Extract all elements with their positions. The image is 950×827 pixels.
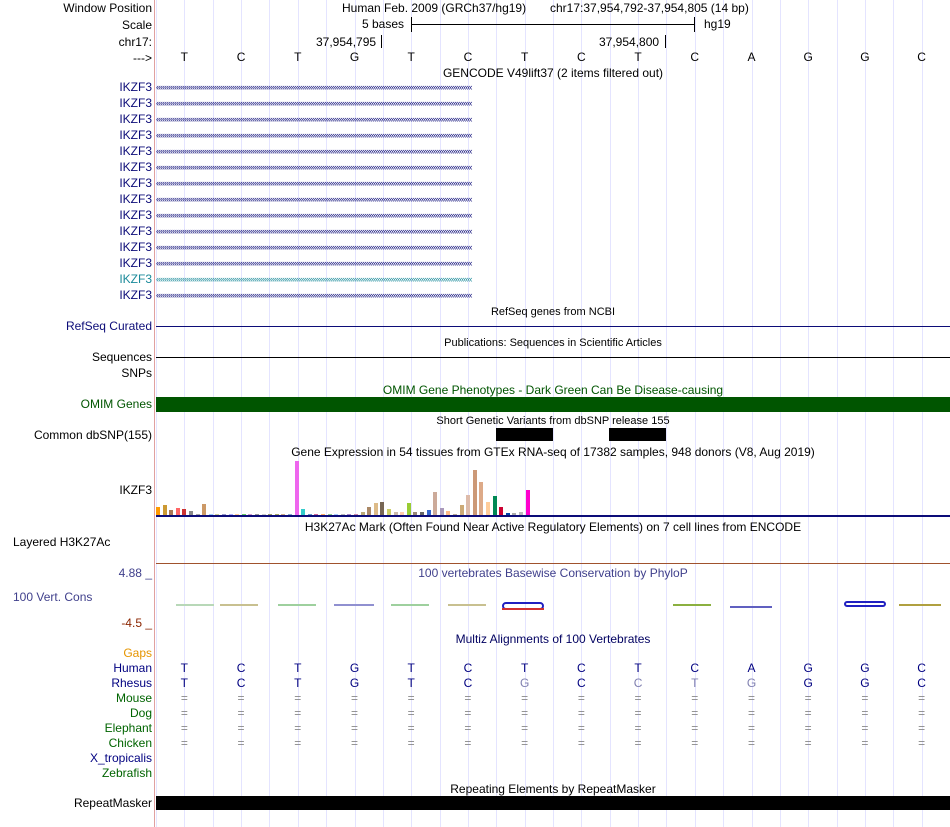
gene-arrows: ‹‹‹‹‹‹‹‹‹‹‹‹‹‹‹‹‹‹‹‹‹‹‹‹‹‹‹‹‹‹‹‹‹‹‹‹‹‹‹‹‹‹‹‹‹‹‹‹‹‹‹‹‹‹‹‹‹‹‹‹‹‹‹‹‹‹‹‹‹‹‹‹‹‹‹‹‹‹‹‹‹‹‹‹‹‹‹‹‹‹‹‹‹‹‹‹‹‹‹‹‹‹‹‹‹‹‹‹‹‹‹‹‹‹‹‹‹‹‹‹‹‹‹‹‹‹‹‹‹‹‹‹‹‹‹‹‹‹‹‹‹‹‹‹‹‹‹‹‹‹‹‹‹‹‹‹‹‹ xyxy=(156,242,472,252)
assembly-text: Human Feb. 2009 (GRCh37/hg19) xyxy=(342,1,527,15)
repeat-title: Repeating Elements by RepeatMasker xyxy=(450,782,656,796)
match-symbol: = xyxy=(180,706,188,720)
gtex-title: Gene Expression in 54 tissues from GTEx RNA-seq of 17382 samples, 948 donors (V8, Aug 2019) xyxy=(291,445,815,459)
phylop-min: -4.5 _ xyxy=(121,616,152,630)
gene-arrows: ‹‹‹‹‹‹‹‹‹‹‹‹‹‹‹‹‹‹‹‹‹‹‹‹‹‹‹‹‹‹‹‹‹‹‹‹‹‹‹‹‹‹‹‹‹‹‹‹‹‹‹‹‹‹‹‹‹‹‹‹‹‹‹‹‹‹‹‹‹‹‹‹‹‹‹‹‹‹‹‹‹‹‹‹‹‹‹‹‹‹‹‹‹‹‹‹‹‹‹‹‹‹‹‹‹‹‹‹‹‹‹‹‹‹‹‹‹‹‹‹‹‹‹‹‹‹‹‹‹‹‹‹‹‹‹‹‹‹‹‹‹‹‹‹‹‹‹‹‹‹‹‹‹‹‹‹‹‹ xyxy=(156,290,472,300)
gene-label[interactable]: IKZF3 xyxy=(119,96,152,110)
gtex-bar-chart[interactable] xyxy=(156,460,950,515)
match-symbol: = xyxy=(577,721,585,735)
match-symbol: = xyxy=(634,691,642,705)
match-symbol: = xyxy=(861,706,869,720)
base-letter: A xyxy=(747,50,756,64)
match-symbol: = xyxy=(521,706,529,720)
match-symbol: = xyxy=(691,691,699,705)
gtex-bar[interactable] xyxy=(176,508,180,515)
base-letter: C xyxy=(690,661,700,675)
phylop-mark xyxy=(391,604,429,606)
gtex-bar[interactable] xyxy=(479,482,483,515)
gene-arrow-line[interactable] xyxy=(156,178,950,189)
species-label[interactable]: Rhesus xyxy=(111,676,152,690)
match-symbol: = xyxy=(464,736,472,750)
gene-arrow-line[interactable] xyxy=(156,98,950,109)
species-label[interactable]: Dog xyxy=(129,706,152,720)
repeat-label[interactable]: RepeatMasker xyxy=(73,796,152,810)
base-letter: T xyxy=(407,50,415,64)
base-letter: C xyxy=(577,676,586,690)
gene-label[interactable]: IKZF3 xyxy=(119,128,152,142)
sequences-label[interactable]: Sequences xyxy=(91,350,152,364)
match-symbol: = xyxy=(634,721,642,735)
position-text[interactable]: chr17:37,954,792-37,954,805 (14 bp) xyxy=(550,1,749,15)
pubs-line xyxy=(156,357,950,358)
phylop-mark xyxy=(176,604,214,606)
gene-arrow-line[interactable] xyxy=(156,258,950,269)
base-letter: A xyxy=(747,661,756,675)
base-letter: G xyxy=(803,661,813,675)
gene-label[interactable]: IKZF3 xyxy=(119,80,152,94)
gene-arrows: ‹‹‹‹‹‹‹‹‹‹‹‹‹‹‹‹‹‹‹‹‹‹‹‹‹‹‹‹‹‹‹‹‹‹‹‹‹‹‹‹‹‹‹‹‹‹‹‹‹‹‹‹‹‹‹‹‹‹‹‹‹‹‹‹‹‹‹‹‹‹‹‹‹‹‹‹‹‹‹‹‹‹‹‹‹‹‹‹‹‹‹‹‹‹‹‹‹‹‹‹‹‹‹‹‹‹‹‹‹‹‹‹‹‹‹‹‹‹‹‹‹‹‹‹‹‹‹‹‹‹‹‹‹‹‹‹‹‹‹‹‹‹‹‹‹‹‹‹‹‹‹‹‹‹‹‹‹‹ xyxy=(156,98,472,108)
gtex-bar[interactable] xyxy=(433,492,437,515)
base-letter: C xyxy=(690,50,700,64)
gene-arrows: ‹‹‹‹‹‹‹‹‹‹‹‹‹‹‹‹‹‹‹‹‹‹‹‹‹‹‹‹‹‹‹‹‹‹‹‹‹‹‹‹‹‹‹‹‹‹‹‹‹‹‹‹‹‹‹‹‹‹‹‹‹‹‹‹‹‹‹‹‹‹‹‹‹‹‹‹‹‹‹‹‹‹‹‹‹‹‹‹‹‹‹‹‹‹‹‹‹‹‹‹‹‹‹‹‹‹‹‹‹‹‹‹‹‹‹‹‹‹‹‹‹‹‹‹‹‹‹‹‹‹‹‹‹‹‹‹‹‹‹‹‹‹‹‹‹‹‹‹‹‹‹‹‹‹‹‹‹‹ xyxy=(156,226,472,236)
window-position-label: Window Position xyxy=(63,1,152,15)
base-letter: C xyxy=(917,661,926,675)
match-symbol: = xyxy=(237,736,245,750)
species-label[interactable]: Elephant xyxy=(104,721,152,735)
match-symbol: = xyxy=(237,706,245,720)
base-letter: T xyxy=(520,661,529,675)
gtex-bar[interactable] xyxy=(163,505,167,515)
refseq-line xyxy=(156,326,950,327)
refseq-title: RefSeq genes from NCBI xyxy=(490,306,616,318)
repeat-bar[interactable] xyxy=(156,796,950,810)
gene-arrows: ‹‹‹‹‹‹‹‹‹‹‹‹‹‹‹‹‹‹‹‹‹‹‹‹‹‹‹‹‹‹‹‹‹‹‹‹‹‹‹‹‹‹‹‹‹‹‹‹‹‹‹‹‹‹‹‹‹‹‹‹‹‹‹‹‹‹‹‹‹‹‹‹‹‹‹‹‹‹‹‹‹‹‹‹‹‹‹‹‹‹‹‹‹‹‹‹‹‹‹‹‹‹‹‹‹‹‹‹‹‹‹‹‹‹‹‹‹‹‹‹‹‹‹‹‹‹‹‹‹‹‹‹‹‹‹‹‹‹‹‹‹‹‹‹‹‹‹‹‹‹‹‹‹‹‹‹‹‹ xyxy=(156,178,472,188)
chrom-label: chr17: xyxy=(118,35,152,49)
match-symbol: = xyxy=(691,721,699,735)
gtex-label[interactable]: IKZF3 xyxy=(119,483,152,497)
base-letter: G xyxy=(349,676,360,690)
species-label[interactable]: Chicken xyxy=(108,736,152,750)
match-symbol: = xyxy=(294,691,302,705)
base-letter: C xyxy=(633,676,643,690)
gene-arrow-line[interactable] xyxy=(156,114,950,125)
phylop-mark xyxy=(502,608,544,610)
base-letter: C xyxy=(463,50,473,64)
base-letter: T xyxy=(634,661,642,675)
h3k27-line xyxy=(156,563,950,564)
gene-arrow-line[interactable] xyxy=(156,194,950,205)
gtex-bar[interactable] xyxy=(486,502,490,515)
gtex-bar[interactable] xyxy=(295,461,299,515)
scale-text: 5 bases xyxy=(362,17,405,31)
refseq-label[interactable]: RefSeq Curated xyxy=(65,319,152,333)
gtex-bar[interactable] xyxy=(466,495,470,515)
gtex-bar[interactable] xyxy=(440,508,444,515)
gene-arrow-line[interactable] xyxy=(156,210,950,221)
phylop-mark xyxy=(673,604,711,606)
base-letter: T xyxy=(180,676,189,690)
base-letter: G xyxy=(860,676,870,690)
match-symbol: = xyxy=(350,706,358,720)
match-symbol: = xyxy=(180,691,188,705)
phylop-mark xyxy=(334,604,374,606)
gene-arrow-line[interactable] xyxy=(156,242,950,253)
gene-label[interactable]: IKZF3 xyxy=(119,192,152,206)
gene-label[interactable]: IKZF3 xyxy=(119,272,152,286)
base-letter: T xyxy=(634,50,642,64)
coord-label-2: 37,954,800 xyxy=(599,35,660,49)
scale-bar-right-tick xyxy=(694,17,695,32)
gene-arrow-line[interactable] xyxy=(156,162,950,173)
h3k27-label[interactable]: Layered H3K27Ac xyxy=(13,535,111,549)
species-label[interactable]: Zebrafish xyxy=(101,766,152,780)
gtex-bar[interactable] xyxy=(499,507,503,515)
match-symbol: = xyxy=(407,706,415,720)
base-letter: G xyxy=(349,661,360,675)
phylop-track[interactable] xyxy=(156,596,950,616)
base-letter: G xyxy=(746,676,757,690)
species-label[interactable]: X_tropicalis xyxy=(89,751,152,765)
gene-arrow-line[interactable] xyxy=(156,274,950,285)
match-symbol: = xyxy=(237,721,245,735)
base-letter: G xyxy=(860,50,870,64)
base-letter: T xyxy=(691,676,699,690)
snps-label[interactable]: SNPs xyxy=(121,366,152,380)
match-symbol: = xyxy=(294,721,302,735)
match-symbol: = xyxy=(180,721,188,735)
match-symbol: = xyxy=(804,736,812,750)
match-symbol: = xyxy=(407,736,415,750)
dbsnp-label[interactable]: Common dbSNP(155) xyxy=(33,428,152,442)
gene-label[interactable]: IKZF3 xyxy=(119,160,152,174)
match-symbol: = xyxy=(521,691,529,705)
phylop-label[interactable]: 100 Vert. Cons xyxy=(13,590,93,604)
match-symbol: = xyxy=(237,691,245,705)
gene-arrow-line[interactable] xyxy=(156,130,950,141)
gene-arrows: ‹‹‹‹‹‹‹‹‹‹‹‹‹‹‹‹‹‹‹‹‹‹‹‹‹‹‹‹‹‹‹‹‹‹‹‹‹‹‹‹‹‹‹‹‹‹‹‹‹‹‹‹‹‹‹‹‹‹‹‹‹‹‹‹‹‹‹‹‹‹‹‹‹‹‹‹‹‹‹‹‹‹‹‹‹‹‹‹‹‹‹‹‹‹‹‹‹‹‹‹‹‹‹‹‹‹‹‹‹‹‹‹‹‹‹‹‹‹‹‹‹‹‹‹‹‹‹‹‹‹‹‹‹‹‹‹‹‹‹‹‹‹‹‹‹‹‹‹‹‹‹‹‹‹‹‹‹‹ xyxy=(156,130,472,140)
gene-label[interactable]: IKZF3 xyxy=(119,144,152,158)
match-symbol: = xyxy=(577,736,585,750)
scale-db: hg19 xyxy=(704,17,731,31)
gene-arrow-line[interactable] xyxy=(156,226,950,237)
match-symbol: = xyxy=(804,706,812,720)
match-symbol: = xyxy=(464,721,472,735)
omim-bar[interactable] xyxy=(156,397,950,412)
match-symbol: = xyxy=(747,691,755,705)
match-symbol: = xyxy=(918,721,926,735)
strand-label: ---> xyxy=(133,51,152,65)
phylop-mark xyxy=(899,604,941,606)
base-letter: T xyxy=(294,661,302,675)
match-symbol: = xyxy=(747,736,755,750)
phylop-mark xyxy=(220,604,258,606)
base-letter: C xyxy=(463,661,473,675)
dbsnp-title: Short Genetic Variants from dbSNP release 155 xyxy=(436,415,670,427)
scale-label: Scale xyxy=(121,18,152,32)
gene-arrows: ‹‹‹‹‹‹‹‹‹‹‹‹‹‹‹‹‹‹‹‹‹‹‹‹‹‹‹‹‹‹‹‹‹‹‹‹‹‹‹‹‹‹‹‹‹‹‹‹‹‹‹‹‹‹‹‹‹‹‹‹‹‹‹‹‹‹‹‹‹‹‹‹‹‹‹‹‹‹‹‹‹‹‹‹‹‹‹‹‹‹‹‹‹‹‹‹‹‹‹‹‹‹‹‹‹‹‹‹‹‹‹‹‹‹‹‹‹‹‹‹‹‹‹‹‹‹‹‹‹‹‹‹‹‹‹‹‹‹‹‹‹‹‹‹‹‹‹‹‹‹‹‹‹‹‹‹‹‹ xyxy=(156,210,472,220)
gene-arrows: ‹‹‹‹‹‹‹‹‹‹‹‹‹‹‹‹‹‹‹‹‹‹‹‹‹‹‹‹‹‹‹‹‹‹‹‹‹‹‹‹‹‹‹‹‹‹‹‹‹‹‹‹‹‹‹‹‹‹‹‹‹‹‹‹‹‹‹‹‹‹‹‹‹‹‹‹‹‹‹‹‹‹‹‹‹‹‹‹‹‹‹‹‹‹‹‹‹‹‹‹‹‹‹‹‹‹‹‹‹‹‹‹‹‹‹‹‹‹‹‹‹‹‹‹‹‹‹‹‹‹‹‹‹‹‹‹‹‹‹‹‹‹‹‹‹‹‹‹‹‹‹‹‹‹‹‹‹‹ xyxy=(156,114,472,124)
match-symbol: = xyxy=(861,736,869,750)
gene-arrows: ‹‹‹‹‹‹‹‹‹‹‹‹‹‹‹‹‹‹‹‹‹‹‹‹‹‹‹‹‹‹‹‹‹‹‹‹‹‹‹‹‹‹‹‹‹‹‹‹‹‹‹‹‹‹‹‹‹‹‹‹‹‹‹‹‹‹‹‹‹‹‹‹‹‹‹‹‹‹‹‹‹‹‹‹‹‹‹‹‹‹‹‹‹‹‹‹‹‹‹‹‹‹‹‹‹‹‹‹‹‹‹‹‹‹‹‹‹‹‹‹‹‹‹‹‹‹‹‹‹‹‹‹‹‹‹‹‹‹‹‹‹‹‹‹‹‹‹‹‹‹‹‹‹‹‹‹‹‹ xyxy=(156,162,472,172)
gene-arrows: ‹‹‹‹‹‹‹‹‹‹‹‹‹‹‹‹‹‹‹‹‹‹‹‹‹‹‹‹‹‹‹‹‹‹‹‹‹‹‹‹‹‹‹‹‹‹‹‹‹‹‹‹‹‹‹‹‹‹‹‹‹‹‹‹‹‹‹‹‹‹‹‹‹‹‹‹‹‹‹‹‹‹‹‹‹‹‹‹‹‹‹‹‹‹‹‹‹‹‹‹‹‹‹‹‹‹‹‹‹‹‹‹‹‹‹‹‹‹‹‹‹‹‹‹‹‹‹‹‹‹‹‹‹‹‹‹‹‹‹‹‹‹‹‹‹‹‹‹‹‹‹‹‹‹‹‹‹‹ xyxy=(156,274,472,284)
phylop-title: 100 vertebrates Basewise Conservation by PhyloP xyxy=(418,566,688,580)
match-symbol: = xyxy=(350,721,358,735)
coord-tick-2 xyxy=(665,35,666,48)
base-letter: T xyxy=(294,676,302,690)
base-letter: C xyxy=(577,50,586,64)
omim-label[interactable]: OMIM Genes xyxy=(80,397,152,411)
match-symbol: = xyxy=(861,691,869,705)
gene-arrows: ‹‹‹‹‹‹‹‹‹‹‹‹‹‹‹‹‹‹‹‹‹‹‹‹‹‹‹‹‹‹‹‹‹‹‹‹‹‹‹‹‹‹‹‹‹‹‹‹‹‹‹‹‹‹‹‹‹‹‹‹‹‹‹‹‹‹‹‹‹‹‹‹‹‹‹‹‹‹‹‹‹‹‹‹‹‹‹‹‹‹‹‹‹‹‹‹‹‹‹‹‹‹‹‹‹‹‹‹‹‹‹‹‹‹‹‹‹‹‹‹‹‹‹‹‹‹‹‹‹‹‹‹‹‹‹‹‹‹‹‹‹‹‹‹‹‹‹‹‹‹‹‹‹‹‹‹‹‹ xyxy=(156,258,472,268)
match-symbol: = xyxy=(350,736,358,750)
base-letter: C xyxy=(463,676,473,690)
match-symbol: = xyxy=(861,721,869,735)
base-letter: T xyxy=(407,676,415,690)
gene-arrows: ‹‹‹‹‹‹‹‹‹‹‹‹‹‹‹‹‹‹‹‹‹‹‹‹‹‹‹‹‹‹‹‹‹‹‹‹‹‹‹‹‹‹‹‹‹‹‹‹‹‹‹‹‹‹‹‹‹‹‹‹‹‹‹‹‹‹‹‹‹‹‹‹‹‹‹‹‹‹‹‹‹‹‹‹‹‹‹‹‹‹‹‹‹‹‹‹‹‹‹‹‹‹‹‹‹‹‹‹‹‹‹‹‹‹‹‹‹‹‹‹‹‹‹‹‹‹‹‹‹‹‹‹‹‹‹‹‹‹‹‹‹‹‹‹‹‹‹‹‹‹‹‹‹‹‹‹‹‹ xyxy=(156,146,472,156)
h3k27-title: H3K27Ac Mark (Often Found Near Active Regulatory Elements) on 7 cell lines from ENCODE xyxy=(304,520,802,534)
match-symbol: = xyxy=(464,691,472,705)
match-symbol: = xyxy=(804,691,812,705)
base-letter: C xyxy=(236,50,246,64)
match-symbol: = xyxy=(464,706,472,720)
gtex-bar[interactable] xyxy=(460,505,464,515)
gene-arrow-line[interactable] xyxy=(156,146,950,157)
match-symbol: = xyxy=(918,736,926,750)
gtex-bar[interactable] xyxy=(374,503,378,515)
gene-label[interactable]: IKZF3 xyxy=(119,208,152,222)
phylop-mark xyxy=(278,604,316,606)
scale-bar xyxy=(411,24,695,25)
match-symbol: = xyxy=(350,691,358,705)
gene-label[interactable]: IKZF3 xyxy=(119,288,152,302)
base-letter: C xyxy=(236,676,246,690)
base-letter: G xyxy=(803,50,813,64)
base-letter: G xyxy=(860,661,870,675)
gene-label[interactable]: IKZF3 xyxy=(119,256,152,270)
match-symbol: = xyxy=(521,736,529,750)
multiz-title: Multiz Alignments of 100 Vertebrates xyxy=(455,632,651,646)
base-sequence-row xyxy=(156,50,950,64)
match-symbol: = xyxy=(577,706,585,720)
base-letter: C xyxy=(236,661,246,675)
gtex-bar[interactable] xyxy=(380,502,384,515)
base-letter: G xyxy=(803,676,813,690)
species-label[interactable]: Gaps xyxy=(123,646,152,660)
match-symbol: = xyxy=(634,706,642,720)
match-symbol: = xyxy=(691,736,699,750)
match-symbol: = xyxy=(294,706,302,720)
scale-bar-left-tick xyxy=(411,17,412,32)
match-symbol: = xyxy=(407,721,415,735)
gene-label[interactable]: IKZF3 xyxy=(119,176,152,190)
gencode-title: GENCODE V49lift37 (2 items filtered out) xyxy=(442,66,664,80)
alignment-match-rows xyxy=(156,691,950,751)
alignment-human-row xyxy=(156,661,950,675)
base-letter: T xyxy=(294,50,302,64)
base-letter: G xyxy=(519,676,530,690)
gene-label[interactable]: IKZF3 xyxy=(119,112,152,126)
gtex-bar[interactable] xyxy=(156,507,160,515)
match-symbol: = xyxy=(918,691,926,705)
species-label[interactable]: Human xyxy=(113,661,152,675)
base-letter: C xyxy=(917,676,926,690)
alignment-rhesus-row xyxy=(156,676,950,690)
coord-tick-1 xyxy=(381,35,382,48)
base-letter: T xyxy=(180,50,189,64)
species-label[interactable]: Mouse xyxy=(115,691,152,705)
match-symbol: = xyxy=(804,721,812,735)
base-letter: T xyxy=(520,50,529,64)
match-symbol: = xyxy=(634,736,642,750)
base-letter: C xyxy=(577,661,586,675)
pubs-title: Publications: Sequences in Scientific Articles xyxy=(444,337,662,349)
match-symbol: = xyxy=(747,721,755,735)
gtex-bar[interactable] xyxy=(526,490,530,515)
dbsnp-variant[interactable] xyxy=(609,428,666,441)
phylop-max: 4.88 _ xyxy=(118,566,152,580)
gene-label[interactable]: IKZF3 xyxy=(119,224,152,238)
phylop-mark xyxy=(448,604,486,606)
gtex-baseline xyxy=(156,515,950,517)
gtex-bar[interactable] xyxy=(473,470,477,515)
phylop-mark xyxy=(730,606,772,608)
match-symbol: = xyxy=(521,721,529,735)
gene-arrows: ‹‹‹‹‹‹‹‹‹‹‹‹‹‹‹‹‹‹‹‹‹‹‹‹‹‹‹‹‹‹‹‹‹‹‹‹‹‹‹‹‹‹‹‹‹‹‹‹‹‹‹‹‹‹‹‹‹‹‹‹‹‹‹‹‹‹‹‹‹‹‹‹‹‹‹‹‹‹‹‹‹‹‹‹‹‹‹‹‹‹‹‹‹‹‹‹‹‹‹‹‹‹‹‹‹‹‹‹‹‹‹‹‹‹‹‹‹‹‹‹‹‹‹‹‹‹‹‹‹‹‹‹‹‹‹‹‹‹‹‹‹‹‹‹‹‹‹‹‹‹‹‹‹‹‹‹‹‹ xyxy=(156,82,472,92)
base-letter: T xyxy=(180,661,189,675)
match-symbol: = xyxy=(407,691,415,705)
gtex-bar[interactable] xyxy=(407,503,411,515)
label-separator xyxy=(154,0,155,827)
gtex-bar[interactable] xyxy=(493,496,497,515)
match-symbol: = xyxy=(577,691,585,705)
gene-label[interactable]: IKZF3 xyxy=(119,240,152,254)
base-letter: C xyxy=(917,50,926,64)
gene-arrow-line[interactable] xyxy=(156,82,950,93)
gtex-bar[interactable] xyxy=(202,504,206,515)
omim-title: OMIM Gene Phenotypes - Dark Green Can Be Disease-causing xyxy=(382,383,724,397)
match-symbol: = xyxy=(294,736,302,750)
gtex-bar[interactable] xyxy=(367,507,371,515)
gene-arrow-line[interactable] xyxy=(156,290,950,301)
base-letter: G xyxy=(349,50,360,64)
dbsnp-variant[interactable] xyxy=(496,428,553,441)
gene-arrows: ‹‹‹‹‹‹‹‹‹‹‹‹‹‹‹‹‹‹‹‹‹‹‹‹‹‹‹‹‹‹‹‹‹‹‹‹‹‹‹‹‹‹‹‹‹‹‹‹‹‹‹‹‹‹‹‹‹‹‹‹‹‹‹‹‹‹‹‹‹‹‹‹‹‹‹‹‹‹‹‹‹‹‹‹‹‹‹‹‹‹‹‹‹‹‹‹‹‹‹‹‹‹‹‹‹‹‹‹‹‹‹‹‹‹‹‹‹‹‹‹‹‹‹‹‹‹‹‹‹‹‹‹‹‹‹‹‹‹‹‹‹‹‹‹‹‹‹‹‹‹‹‹‹‹‹‹‹‹ xyxy=(156,194,472,204)
match-symbol: = xyxy=(747,706,755,720)
base-letter: T xyxy=(407,661,415,675)
match-symbol: = xyxy=(180,736,188,750)
coord-label-1: 37,954,795 xyxy=(316,35,377,49)
phylop-mark xyxy=(844,601,886,607)
match-symbol: = xyxy=(691,706,699,720)
match-symbol: = xyxy=(918,706,926,720)
